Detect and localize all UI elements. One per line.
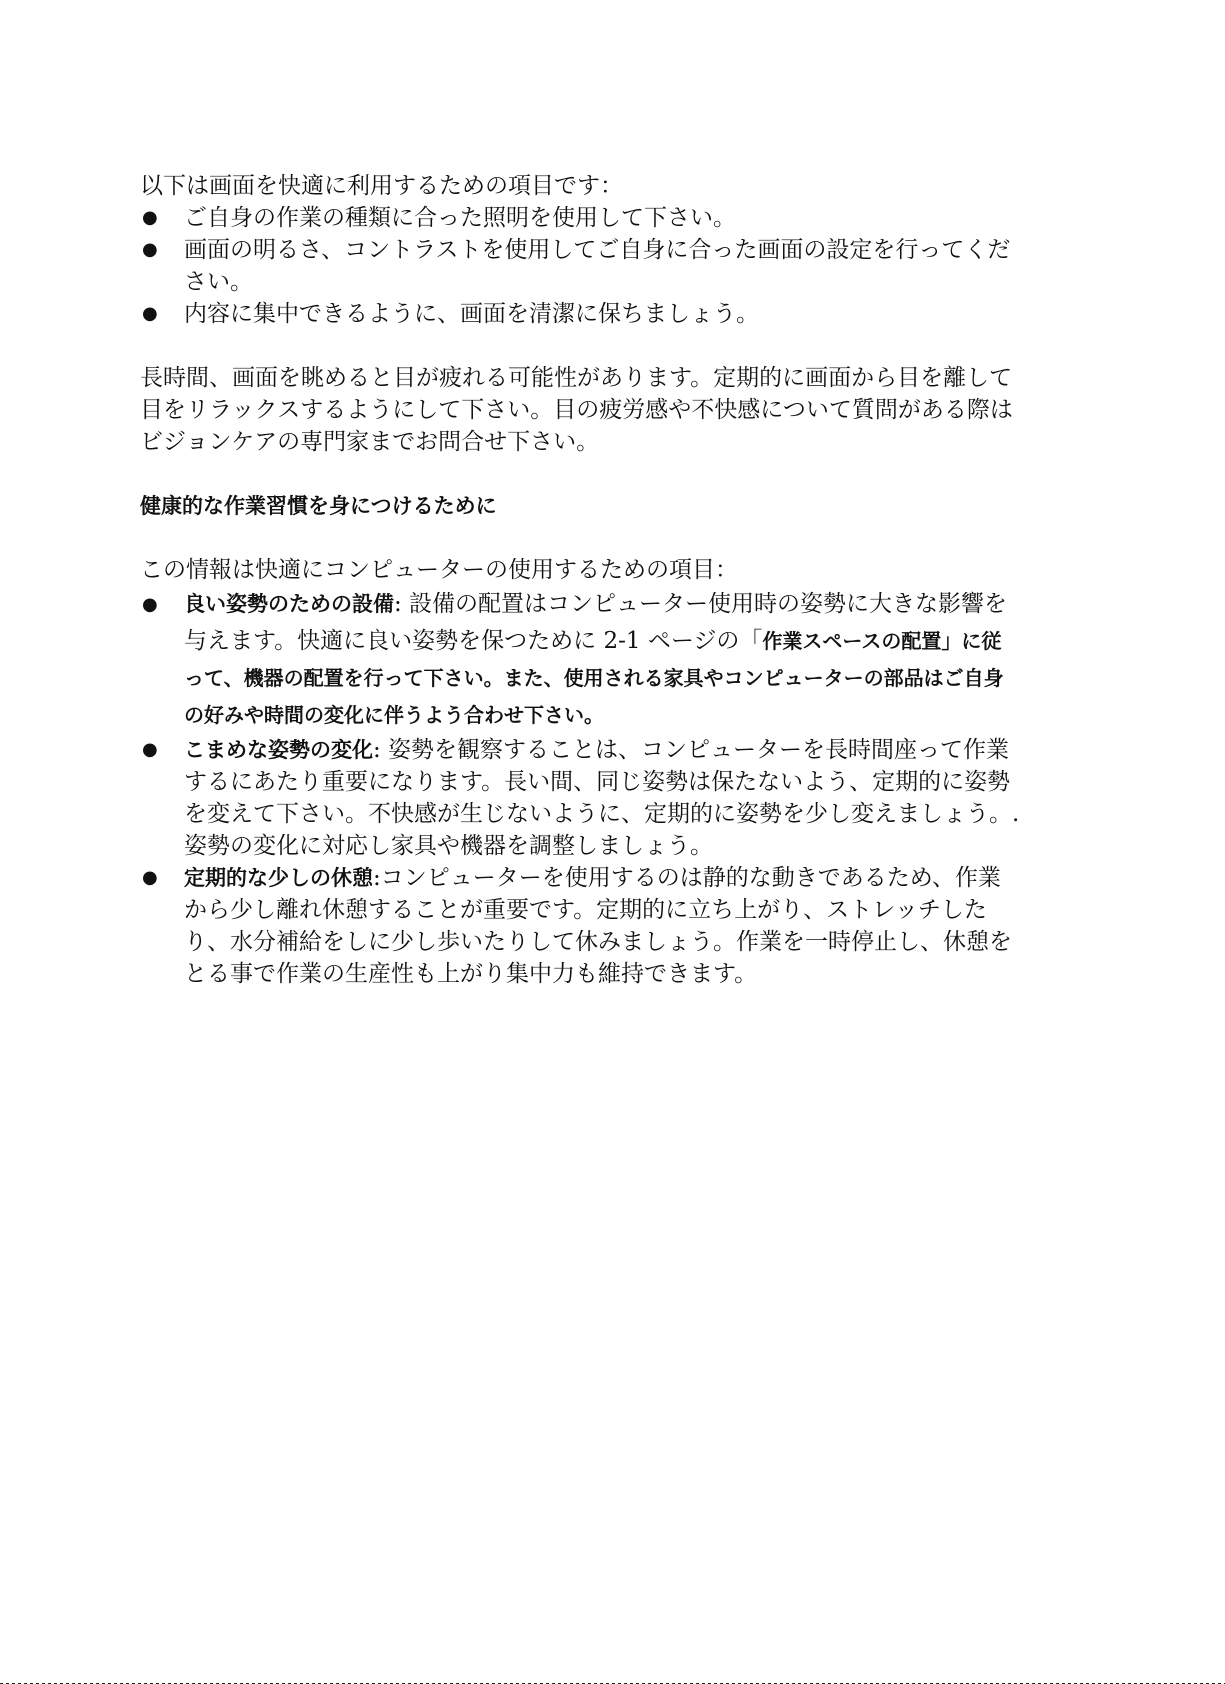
list-item [140, 862, 1020, 990]
intro-text: 以下は画面を快適に利用するための項目です： [140, 173, 623, 199]
document-body [140, 170, 1020, 990]
list-item-text: 内容に集中できるように、画面を清潔に保ちましょう。 [184, 301, 759, 327]
list-item [140, 202, 1020, 234]
workspace-reference: 作業スペースの配置」に従って、機器の配置を行って下さい。また、使用される家具やコンピューターの部品はご自身の好みや時間の変化に伴うよう合わせ下さい。 [184, 629, 1004, 727]
list-item [140, 298, 1020, 330]
spacer [140, 458, 1020, 490]
list-item [140, 734, 1020, 862]
list-item-text: :コンピューターを使用するのは静的な動きであるため、作業から少し離れ休憩することが重要です。定期的に立ち上がり、ストレッチしたり、水分補給をしに少し歩いたりして休みましょう。作業を一時停止し、休憩をとる事で作業の生産性も上がり集中力も維持できます。 [184, 865, 1012, 987]
bullet-icon: ● [142, 739, 158, 760]
screen-tips-list [140, 202, 1020, 330]
section-heading: 健康的な作業習慣を身につけるために [140, 494, 497, 518]
work-habits-list [140, 586, 1020, 990]
spacer [140, 522, 1020, 554]
bullet-icon: ● [142, 303, 158, 324]
spacer [140, 330, 1020, 362]
bullet-icon: ● [142, 867, 158, 888]
list-item-label: 定期的な少しの休憩 [184, 866, 373, 890]
list-item-text: : 設備の配置はコンピューター使用時の姿勢に大きな影響を与えます。快適に良い姿勢を保つために 2-1 ページの「 [184, 591, 1008, 654]
list-item-text: : 姿勢を観察することは、コンピューターを長時間座って作業するにあたり重要になります。長い間、同じ姿勢は保たないよう、定期的に姿勢を変えて下さい。不快感が生じないように、定期的に姿勢を少し変えましょう。.姿勢の変化に対応し家具や機器を調整しましょう。 [184, 737, 1020, 859]
list-item-text: 画面の明るさ、コントラストを使用してご自身に合った画面の設定を行ってください。 [184, 237, 1011, 295]
bullet-icon: ● [142, 207, 158, 228]
bullet-icon: ● [142, 239, 158, 260]
bullet-icon: ● [142, 594, 158, 615]
list-item [140, 234, 1020, 298]
intro-text-2: この情報は快適にコンピューターの使用するための項目： [140, 557, 738, 583]
eye-fatigue-paragraph: 長時間、画面を眺めると目が疲れる可能性があります。定期的に画面から目を離して目をリラックスするようにして下さい。目の疲労感や不快感について質問がある際はビジョンケアの専門家までお問合せ下さい。 [140, 365, 1013, 455]
list-item [140, 586, 1020, 734]
list-item-label: 良い姿勢のための設備 [184, 592, 394, 616]
list-item-label: こまめな姿勢の変化 [184, 738, 373, 762]
list-item-text: ご自身の作業の種類に合った照明を使用して下さい。 [184, 205, 736, 231]
